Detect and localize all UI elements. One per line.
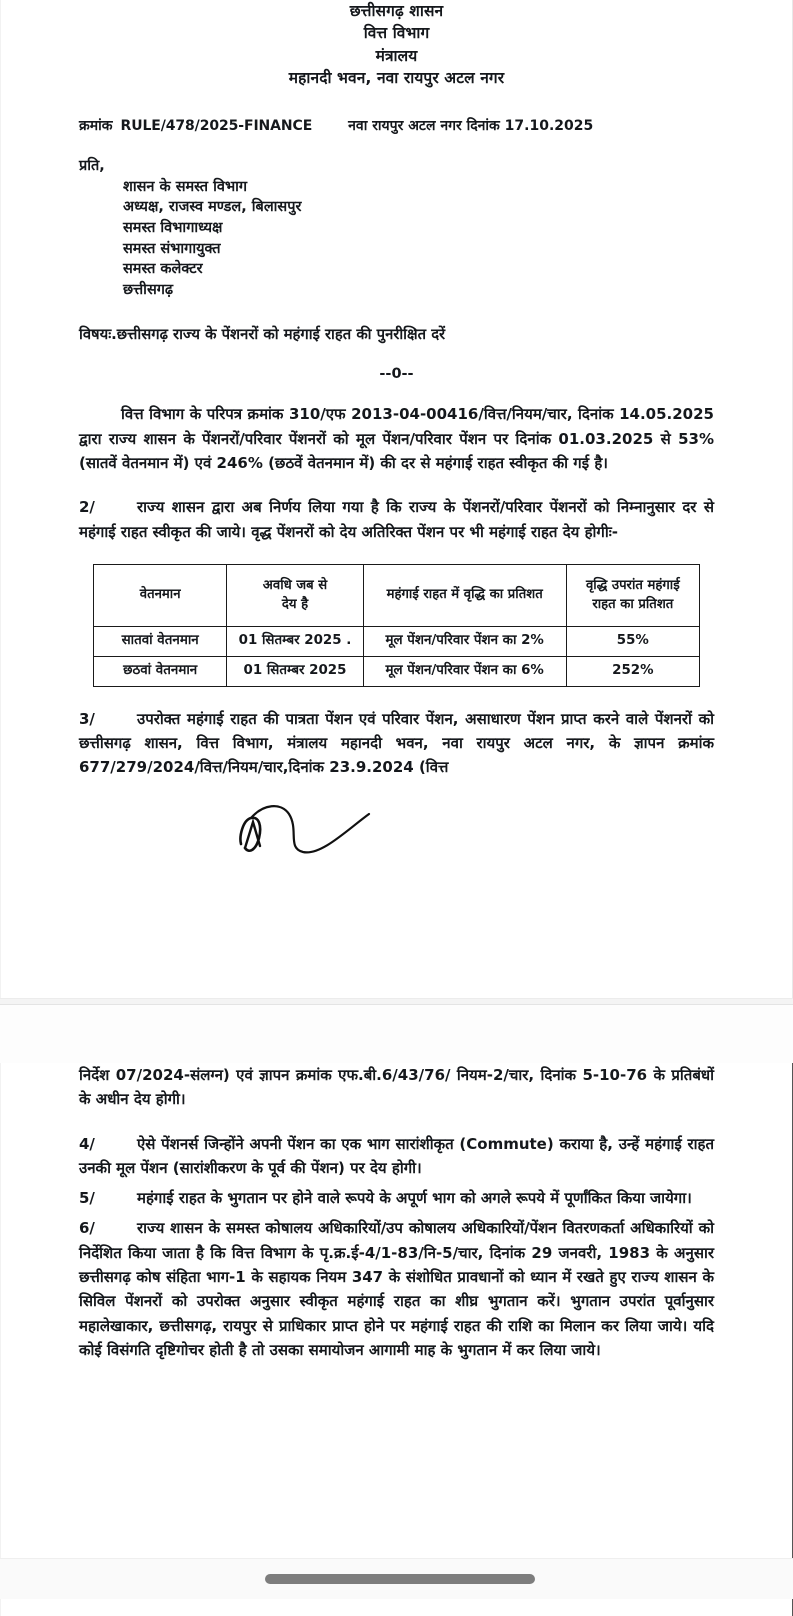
reference-label: क्रमांक	[79, 117, 113, 134]
signature-area	[79, 792, 714, 884]
cell-effective-from: 01 सितम्बर 2025	[227, 656, 363, 686]
list-item: समस्त विभागाध्यक्ष	[123, 220, 223, 237]
dearness-relief-table	[93, 564, 700, 687]
list-item: समस्त कलेक्टर	[123, 261, 203, 278]
reference-number: RULE/478/2025-FINANCE	[120, 117, 313, 134]
reference-place-date: नवा रायपुर अटल नगर दिनांक 17.10.2025	[348, 117, 594, 134]
letterhead	[79, 0, 714, 90]
column-header-pay-scale: वेतनमान	[94, 564, 227, 626]
cell-total-after: 55%	[566, 626, 699, 656]
letterhead-government: छत्तीसगढ़ शासन	[349, 2, 444, 20]
paragraph-6-text: राज्य शासन के समस्त कोषालय अधिकारियों/उप कोषालय अधिकारियों/पेंशन वितरणकर्ता अधिकारियों को निर्देशित किया जाता है कि वित्त विभाग के पृ.क्र.ई-4/1-83/नि-5/चार, दिनांक 29 जनवरी, 1983 के अनुसार छत्तीसगढ़ कोष संहिता भाग-1 के सहायक नियम 347 के संशोधित प्रावधानों को ध्यान में रखते हुए राज्य शासन के सिविल पेंशनरों को उपरोक्त अनुसार स्वीकृत महंगाई राहत का शीघ्र भुगतान करें। भुगतान उपरांत पूर्वानुसार महालेखाकार, छत्तीसगढ़, रायपुर से प्राधिकार प्राप्त होने पर महंगाई राहत की राशि का मिलान कर लिया जाये। यदि कोई विसंगति दृष्टिगोचर होती है तो उसका समायोजन आगामी माह के भुगतान में कर लिया जाये।	[79, 1219, 714, 1359]
clause-number-6: 6/	[79, 1219, 95, 1238]
horizontal-scrollbar-thumb[interactable]	[265, 1574, 535, 1584]
clause-number-2: 2/	[79, 498, 95, 517]
cell-pay-scale: छठवां वेतनमान	[94, 656, 227, 686]
list-item: समस्त संभागायुक्त	[123, 240, 221, 257]
handwritten-signature-icon	[229, 796, 459, 876]
column-header-increase-percent: महंगाई राहत में वृद्धि का प्रतिशत	[363, 564, 566, 626]
table-body	[94, 626, 700, 686]
reference-line	[79, 116, 714, 135]
cell-increase: मूल पेंशन/परिवार पेंशन का 2%	[363, 626, 566, 656]
horizontal-scrollbar-track[interactable]	[0, 1558, 793, 1599]
cell-increase: मूल पेंशन/परिवार पेंशन का 6%	[363, 656, 566, 686]
column-header-total-line1: वृद्धि उपरांत महंगाई	[585, 577, 680, 593]
list-item: शासन के समस्त विभाग	[123, 178, 248, 195]
table-header	[94, 564, 700, 626]
section-separator: --0--	[379, 366, 414, 383]
clause-number-4: 4/	[79, 1134, 95, 1153]
paragraph-4	[79, 1132, 714, 1181]
paragraph-5	[79, 1186, 714, 1210]
cell-effective-from: 01 सितम्बर 2025 .	[227, 626, 363, 656]
paragraph-3-text: उपरोक्त महंगाई राहत की पात्रता पेंशन एवं परिवार पेंशन, असाधारण पेंशन प्राप्त करने वाले पेंशनरों को छत्तीसगढ़ शासन, वित्त विभाग, मंत्रालय महानदी भवन, नवा रायपुर अटल नगर, के ज्ञापन क्रमांक 677/279/2024/वित्त/नियम/चार,दिनांक 23.9.2024 (वित्त	[79, 709, 714, 777]
document-page-2	[0, 1063, 793, 1616]
paragraph-6	[79, 1216, 714, 1362]
column-header-effective-from-line2: देय है	[281, 597, 309, 613]
clause-number-3: 3/	[79, 709, 95, 728]
column-header-total-line2: राहत का प्रतिशत	[592, 597, 674, 613]
dearness-relief-table-wrapper	[79, 564, 714, 687]
paragraph-3-continuation: निर्देश 07/2024-संलग्न) एवं ज्ञापन क्रमांक एफ.बी.6/43/76/ नियम-2/चार, दिनांक 5-10-76 के प्रतिबंधों के अधीन देय होगी।	[79, 1066, 714, 1109]
letterhead-department: वित्त विभाग	[363, 24, 430, 43]
column-header-total-after-increase	[566, 564, 699, 626]
paragraph-4-text: ऐसे पेंशनर्स जिन्होंने अपनी पेंशन का एक भाग सारांशीकृत (Commute) कराया है, उन्हें महंगाई राहत उनकी मूल पेंशन (सारांशीकरण के पूर्व की पेंशन) पर देय होगी।	[79, 1134, 714, 1177]
paragraph-2-text: राज्य शासन द्वारा अब निर्णय लिया गया है कि राज्य के पेंशनरों/परिवार पेंशनरों को निम्नानुसार दर से महंगाई राहत स्वीकृत की जाये। वृद्ध पेंशनरों को देय अतिरिक्त पेंशन पर भी महंगाई राहत देय होगीः-	[79, 498, 714, 541]
paragraph-1: वित्त विभाग के परिपत्र क्रमांक 310/एफ 2013-04-00416/वित्त/नियम/चार, दिनांक 14.05.2025 द्वारा राज्य शासन के पेंशनरों/परिवार पेंशनरों को मूल पेंशन/परिवार पेंशन पर दिनांक 01.03.2025 से 53% (सातवें वेतनमान में) एवं 246% (छठवें वेतनमान में) की दर से महंगाई राहत स्वीकृत की गई है।	[79, 405, 714, 472]
subject-line: विषयः.छत्तीसगढ़ राज्य के पेंशनरों को महंगाई राहत की पुनरीक्षित दरें	[79, 326, 446, 344]
clause-number-5: 5/	[79, 1189, 95, 1208]
table-row	[94, 626, 700, 656]
table-header-row	[94, 564, 700, 626]
addressee-list	[123, 177, 714, 300]
paragraph-2	[79, 495, 714, 544]
list-item: छत्तीसगढ़	[123, 281, 174, 298]
list-item: अध्यक्ष, राजस्व मण्डल, बिलासपुर	[123, 199, 302, 216]
addressee-label: प्रति,	[79, 157, 105, 174]
paragraph-5-text: महंगाई राहत के भुगतान पर होने वाले रूपये के अपूर्ण भाग को अगले रूपये में पूर्णांकित किया जायेगा।	[137, 1189, 692, 1208]
paragraph-3	[79, 707, 714, 780]
cell-pay-scale: सातवां वेतनमान	[94, 626, 227, 656]
letterhead-secretariat: मंत्रालय	[375, 46, 418, 65]
column-header-effective-from-line1: अवधि जब से	[262, 577, 328, 593]
page-separator	[0, 998, 793, 1005]
table-row	[94, 656, 700, 686]
cell-total-after: 252%	[566, 656, 699, 686]
letterhead-address: महानदी भवन, नवा रायपुर अटल नगर	[288, 69, 505, 88]
column-header-effective-from	[227, 564, 363, 626]
